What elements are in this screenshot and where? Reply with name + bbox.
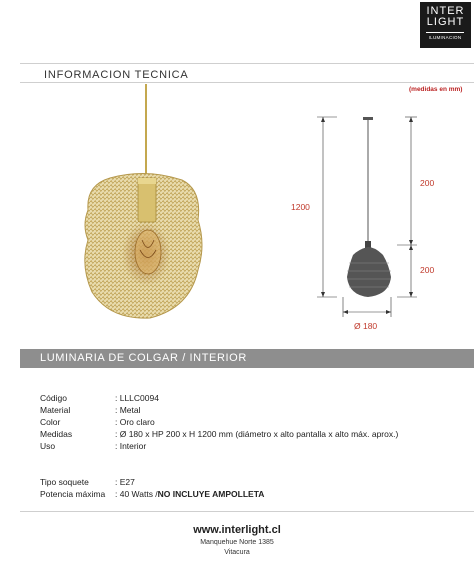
dim-shade-height: 200 [420,265,435,275]
spec-row [40,428,398,440]
spec-row [40,476,264,488]
dim-total-height: 1200 [291,202,310,212]
no-bulb-note: NO INCLUYE AMPOLLETA [157,489,265,499]
city-line: Vitacura [224,549,250,556]
dim-cable-height: 200 [420,178,435,188]
spec-value: : LLLC0094 [115,393,159,403]
top-rule [20,63,474,64]
electrical-specs [40,476,264,500]
spec-value: : Interior [115,441,147,451]
spec-key: Potencia máxima [40,489,106,499]
dim-diameter: Ø 180 [354,321,378,331]
interlight-logo [420,2,471,48]
spec-row [40,488,264,500]
section-title: INFORMACION TECNICA [44,69,189,81]
website-link[interactable]: www.interlight.cl [193,524,281,536]
logo-line1: INTER [426,5,465,17]
banner-title: LUMINARIA DE COLGAR / INTERIOR [40,352,247,364]
spec-key: Medidas [40,429,73,439]
spec-row [40,440,398,452]
spec-value: : E27 [115,477,135,487]
product-photo [70,80,210,330]
logo-line3: ILUMINACION [426,32,464,40]
units-note: (medidas en mm) [409,86,463,93]
spec-row [40,392,398,404]
spec-value: : 40 Watts / [115,489,158,499]
spec-key: Color [40,417,61,427]
dimension-drawing [305,105,455,330]
logo-line2: LIGHT [426,16,465,28]
spec-row [40,404,398,416]
footer-rule [20,511,474,512]
spec-key: Código [40,393,67,403]
spec-value: : Metal [115,405,141,415]
spec-key: Uso [40,441,56,451]
spec-row [40,416,398,428]
address-line: Manquehue Norte 1385 [200,539,274,546]
specs-table [40,392,398,452]
spec-key: Material [40,405,71,415]
category-banner [20,349,474,368]
spec-value: : Oro claro [115,417,155,427]
spec-value: : Ø 180 x HP 200 x H 1200 mm (diámetro x alto pantalla x alto máx. aprox.) [115,429,399,439]
spec-key: Tipo soquete [40,477,89,487]
